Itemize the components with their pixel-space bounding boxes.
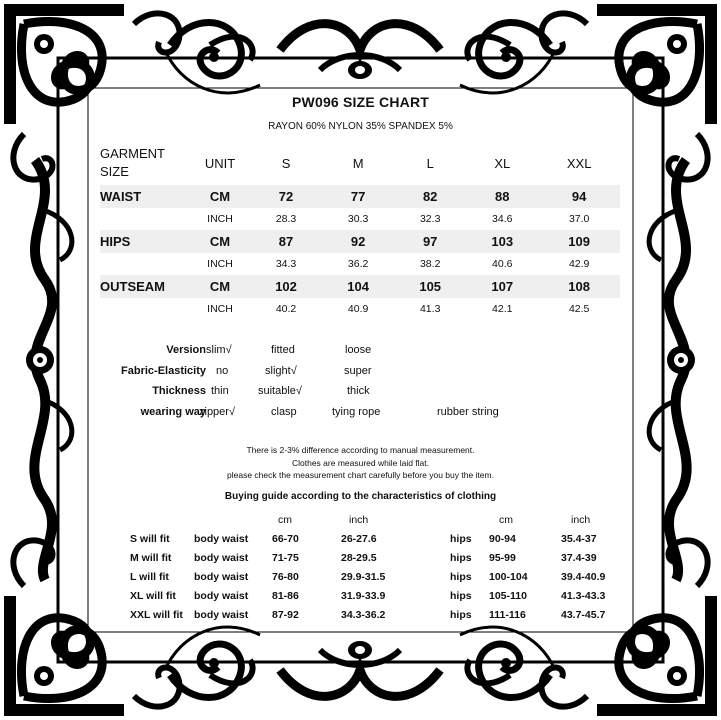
guide-inch1: 26-27.6 [341,533,377,545]
guide-inch1: 31.9-33.9 [341,590,386,602]
value-cell: 37.0 [568,212,590,225]
guide-part2: hips [450,609,472,621]
value-cell: 30.3 [347,212,369,225]
guide-inch1: 29.9-31.5 [341,571,386,583]
measurement-label: HIPS [100,233,131,249]
chart-title: PW096 SIZE CHART [292,94,429,110]
value-cell: 40.9 [347,303,369,316]
value-cell: 94 [571,188,587,204]
value-cell: 107 [491,279,514,295]
attribute-option [265,365,297,377]
guide-fit: XL will fit [130,590,176,602]
guide-part2: hips [450,590,472,602]
attribute-option [437,406,499,418]
attribute-row [110,341,530,362]
option-text: clasp [271,405,297,418]
option-text: thick [347,385,370,398]
value-cell: 97 [422,233,438,249]
guide-col-inch: inch [349,514,369,526]
guide-inch2: 39.4-40.9 [561,571,606,583]
size-row [100,275,620,298]
guide-inch1: 28-29.5 [341,552,377,564]
note-line: There is 2-3% difference according to manual measurement. [246,445,475,455]
attribute-label: Version [166,344,206,356]
guide-cm1: 66-70 [272,533,299,545]
value-cell: 108 [568,279,590,295]
size-row [100,185,620,208]
unit-cell: INCH [207,212,233,225]
option-text: tying rope [332,405,381,418]
attribute-label: Fabric-Elasticity [121,364,206,377]
value-cell: 40.6 [492,258,513,271]
value-cell: 32.3 [419,212,441,225]
check-mark-icon: √ [228,405,236,418]
header-size-s: S [281,155,291,171]
note-line: Clothes are measured while laid flat. [291,457,429,468]
unit-cell: CM [209,279,231,295]
fabric-attributes [110,341,530,423]
attribute-option [206,344,232,356]
value-cell: 34.6 [492,212,513,225]
value-cell: 36.2 [347,258,369,271]
value-cell: 34.3 [275,258,297,271]
value-cell: 28.3 [275,212,297,225]
guide-col-inch-hips: inch [571,514,591,526]
size-row [100,298,620,321]
guide-row [0,569,721,588]
check-mark-icon: √ [295,385,302,398]
buying-guide-header [0,512,721,531]
measurement-label: OUTSEAM [100,279,165,295]
size-table-header [100,141,620,185]
value-cell: 42.5 [568,303,590,316]
attribute-option [332,406,380,418]
value-cell: 77 [350,188,366,204]
attribute-option [271,406,297,418]
header-garment-size: GARMENT SIZE [100,146,165,179]
guide-part1: body waist [194,609,249,621]
guide-part2: hips [450,571,472,583]
check-mark-icon: √ [290,364,297,377]
note-line: please check the measurement chart carefully before you buy the item. [227,470,494,480]
buying-guide [0,512,721,626]
guide-inch1: 34.3-36.2 [341,609,386,621]
guide-cm1: 87-92 [272,609,299,621]
attribute-row [110,362,530,383]
guide-row [0,607,721,626]
value-cell: 42.1 [492,303,513,316]
guide-cm2: 90-94 [489,533,516,545]
option-text: suitable [258,385,296,398]
unit-cell: INCH [207,258,233,271]
value-cell: 42.9 [568,258,590,271]
guide-inch2: 37.4-39 [561,552,597,564]
size-row [100,208,620,231]
guide-fit: M will fit [130,552,172,564]
guide-part2: hips [450,533,472,545]
guide-inch2: 41.3-43.3 [561,590,606,602]
value-cell: 102 [275,279,297,295]
guide-inch2: 35.4-37 [561,533,597,545]
unit-cell: CM [209,188,231,204]
guide-fit: L will fit [130,571,169,583]
guide-cm1: 76-80 [272,571,299,583]
guide-cm2: 100-104 [489,571,528,583]
guide-cm2: 105-110 [489,590,527,602]
measurement-label [100,298,190,321]
guide-part2: hips [450,552,472,564]
buying-guide-title: Buying guide according to the characteristics of clothing [224,491,497,502]
value-cell: 88 [495,188,510,204]
option-text: loose [345,344,372,356]
size-table [100,141,620,321]
header-size-xxl: XXL [566,155,592,171]
attribute-option [271,344,295,356]
attribute-row [110,382,530,403]
value-cell: 72 [278,188,294,204]
attribute-option [347,385,370,397]
option-text: slight [265,364,291,377]
unit-cell: INCH [207,303,233,316]
measurement-notes [0,444,721,482]
value-cell: 82 [422,188,438,204]
guide-part1: body waist [194,533,249,545]
guide-part1: body waist [194,571,249,583]
guide-row [0,588,721,607]
guide-row [0,550,721,569]
guide-fit: S will fit [130,533,170,545]
guide-col-cm-hips: cm [499,514,513,526]
value-cell: 41.3 [419,303,441,316]
measurement-label: WAIST [100,188,142,204]
guide-cm2: 95-99 [489,552,516,564]
fabric-composition: RAYON 60% NYLON 35% SPANDEX 5% [268,121,453,132]
guide-cm1: 81-86 [272,590,299,602]
option-text: super [344,364,372,377]
option-text: fitted [271,344,295,356]
attribute-option [258,385,302,397]
attribute-option [216,365,228,377]
value-cell: 40.2 [275,303,297,316]
option-text: slim [206,344,226,356]
attribute-option [345,344,371,356]
value-cell: 109 [568,233,590,249]
guide-part1: body waist [194,590,249,602]
value-cell: 92 [350,233,366,249]
guide-cm1: 71-75 [272,552,299,564]
check-mark-icon: √ [225,344,232,356]
attribute-label: Thickness [152,385,206,398]
option-text: zipper [199,405,229,418]
header-size-l: L [426,155,434,171]
header-size-m: M [352,155,364,171]
guide-cm2: 111-116 [489,609,526,621]
value-cell: 105 [419,279,442,295]
value-cell: 87 [278,233,294,249]
option-text: rubber string [437,405,499,418]
measurement-label [100,208,190,231]
attribute-option [199,406,235,418]
measurement-label [100,253,190,276]
header-size-xl: XL [494,155,511,171]
guide-row [0,531,721,550]
guide-col-cm: cm [278,514,292,526]
value-cell: 103 [491,233,514,249]
value-cell: 104 [347,279,369,295]
guide-inch2: 43.7-45.7 [561,609,606,621]
guide-part1: body waist [194,552,249,564]
unit-cell: CM [209,233,231,249]
value-cell: 38.2 [419,258,441,271]
size-row [100,253,620,276]
attribute-option [344,365,372,377]
option-text: thin [211,385,229,398]
guide-fit: XXL will fit [130,609,183,621]
header-unit: UNIT [204,155,236,171]
option-text: no [216,364,229,377]
attribute-label: wearing way [140,405,206,418]
attribute-row [110,403,530,424]
attribute-option [211,385,229,397]
size-row [100,230,620,253]
